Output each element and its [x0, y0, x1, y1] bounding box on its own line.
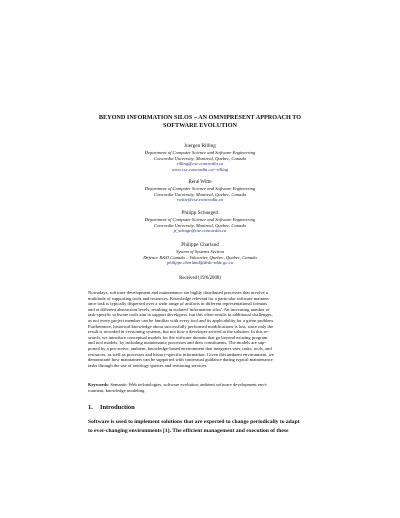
abstract-line: resources, as well as processes and history-specific information. Given this ambient environment, we	[88, 351, 274, 357]
author-email[interactable]: philippe.charland@drdc-rddc.gc.ca	[166, 260, 233, 266]
title-line: SOFTWARE EVOLUTION	[163, 122, 237, 129]
author-name: Juergen Rilling	[184, 143, 216, 149]
abstract-line: search, we introduce conceptual models for the software domain that go beyond existing program	[88, 334, 268, 340]
paper-title	[60, 114, 340, 130]
abstract-line: and at different abstraction levels, resulting in isolated 'information silos'. An increasing number of	[88, 306, 270, 312]
abstract-line: result is recorded in versioning systems, but not how a developer arrived at the solution. In this re-	[88, 329, 269, 335]
author-email[interactable]: p_schuge@cse.concordia.ca	[173, 228, 227, 234]
abstract-line: multitude of supporting tools and resources. Knowledge relevant for a particular software mainten-	[88, 295, 271, 301]
author-block	[60, 242, 340, 266]
author-affiliation: System of Systems Section	[176, 249, 224, 254]
abstract-line: ported by a pro-active, ambient, knowledge-based environment that integrates user, tasks, tools, and	[88, 345, 272, 351]
keywords-label: Keywords	[88, 382, 108, 387]
author-affiliation: Department of Computer Science and Software Engineering	[144, 150, 256, 155]
author-affiliation: Concordia University, Montreal, Quebec, Canada	[154, 191, 246, 197]
author-affiliation: Department of Computer Science and Software Engineering	[144, 217, 256, 222]
section-number: 1.	[88, 404, 93, 411]
author-block	[60, 143, 340, 172]
abstract-line: ance task is typically dispersed over a wide range of artifacts in different representational formats	[88, 301, 268, 307]
abstract-line: task-specific software tools aim to support developers, but this often results in additional challenges,	[88, 312, 273, 318]
keywords	[88, 382, 312, 393]
author-name: René Witte	[188, 179, 212, 185]
abstract-line: demonstrate how maintainers can be supported with contextual guidance during typical maintenance	[88, 357, 273, 363]
author-homepage[interactable]: www.cse.concordia.ca/~rilling	[171, 166, 229, 172]
author-affiliation: Concordia University, Montreal, Quebec, Canada	[154, 222, 246, 228]
keywords-text: : Semantic Web technologies, software evolution, ambient software development envi-	[107, 382, 268, 387]
abstract-line: tasks through the use of ontology queries and reasoning services.	[88, 362, 208, 368]
body-line: Software is used to implement solutions that are expected to change periodically to adapt	[88, 419, 300, 425]
author-block	[60, 210, 340, 234]
abstract-line: as not every project member can be familiar with every tool and its applicability for a given problem.	[88, 317, 274, 323]
abstract-line: Furthermore, historical knowledge about successfully performed modifications is lost, since only the	[88, 323, 274, 329]
author-affiliation: Concordia University, Montreal, Quebec, Canada	[154, 155, 246, 161]
author-name: Philippe Charland	[181, 242, 219, 248]
title-line: BEYOND INFORMATION SILOS – AN OMNIPRESENT APPROACH TO	[98, 114, 302, 121]
author-block	[60, 179, 340, 203]
abstract-line: and tool models, by including maintenance processes and their constituents. The models are sup-	[88, 340, 266, 346]
author-email[interactable]: rwitte@cse.concordia.ca	[177, 197, 223, 203]
body-line: to ever-changing environments [1]. The efficient management and execution of these	[88, 428, 289, 435]
author-affiliation: Defence R&D Canada – Valcartier, Quebec, Quebec, Canada	[143, 254, 257, 260]
author-name: Philipp Schuegerl	[181, 210, 219, 216]
abstract	[88, 290, 312, 368]
author-affiliation: Department of Computer Science and Software Engineering	[144, 186, 256, 191]
abstract-line: Nowadays, software development and maintenance are highly distributed processes that involve a	[88, 290, 268, 295]
section-heading	[88, 404, 312, 412]
received-date: Received (19/6/2008)	[179, 276, 221, 281]
introduction-text	[88, 418, 312, 437]
keywords-line: ronment, knowledge modeling.	[88, 387, 146, 393]
section-title: Introduction	[100, 404, 135, 411]
author-email[interactable]: rilling@cse.concordia.ca	[176, 161, 224, 167]
